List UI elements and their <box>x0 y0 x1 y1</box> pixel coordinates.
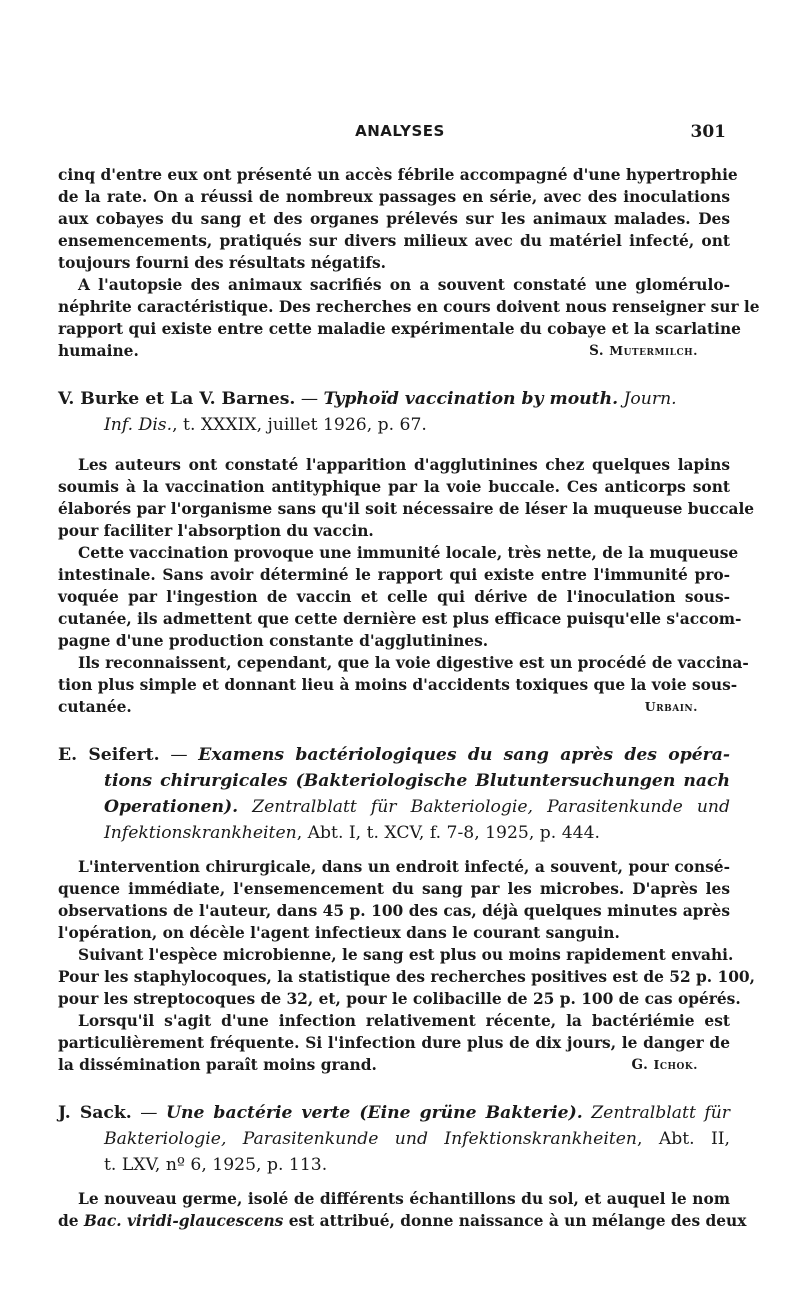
reference-title: Une bactérie verte (Eine grüne Bakterie). <box>165 1103 583 1123</box>
paragraph-line: intestinale. Sans avoir déterminé le rapport qui existe entre l'immunité pro- <box>58 566 730 584</box>
line-prefix: de <box>58 1212 84 1230</box>
signature <box>645 696 698 718</box>
signature <box>589 340 698 362</box>
page-header <box>0 118 800 144</box>
signature-line <box>58 340 730 362</box>
paragraph-line: Lorsqu'il s'agit d'une infection relativement récente, la bactériémie est <box>78 1012 730 1030</box>
reference-line <box>58 742 730 768</box>
signature-surname: Urbain. <box>644 699 698 714</box>
signature-initial: G. <box>631 1057 654 1073</box>
signature-surname: Ichok. <box>653 1057 698 1072</box>
reference-author: J. Sack. <box>58 1103 132 1123</box>
reference-details: , Abt. II, <box>637 1129 730 1149</box>
signature-surname: Mutermilch. <box>609 343 698 358</box>
reference-journal: Zentralblatt für <box>582 1103 731 1123</box>
paragraph-line: voquée par l'ingestion de vaccin et celle qui dérive de l'inoculation sous- <box>58 588 730 606</box>
paragraph-line: de la rate. On a réussi de nombreux passages en série, avec des inoculations <box>58 188 730 206</box>
seifert-analysis <box>58 856 755 1076</box>
reference-details: , Abt. I, t. XCV, f. 7-8, 1925, p. 444. <box>296 823 600 843</box>
page-number: 301 <box>690 122 726 142</box>
paragraph-line: l'opération, on décèle l'agent infectieux dans le courant sanguin. <box>58 924 620 942</box>
reference-dash: — <box>131 1103 166 1123</box>
paragraph-line: tion plus simple et donnant lieu à moins d'accidents toxiques que la voie sous- <box>58 676 738 694</box>
seifert-reference <box>58 742 730 846</box>
paragraph-line: cutanée, ils admettent que cette dernière est plus efficace puisqu'elle s'accom- <box>58 610 742 628</box>
sack-analysis <box>58 1188 747 1232</box>
reference-journal: Journ. <box>618 389 677 409</box>
signature-line <box>58 1054 730 1076</box>
paragraph-last-line: humaine. <box>58 342 139 360</box>
paragraph-line: aux cobayes du sang et des organes prélevés sur les animaux malades. Des <box>58 210 730 228</box>
paragraph-line: soumis à la vaccination antityphique par la voie buccale. Ces anticorps sont <box>58 478 730 496</box>
reference-authors: V. Burke et La V. Barnes. <box>58 389 296 409</box>
paragraph-line: Le nouveau germe, isolé de différents échantillons du sol, et auquel le nom <box>78 1190 730 1208</box>
reference-details: , t. XXXIX, juillet 1926, p. 67. <box>172 415 427 435</box>
paragraph-line: pour faciliter l'absorption du vaccin. <box>58 522 374 540</box>
paragraph-line: Ils reconnaissent, cependant, que la voie digestive est un procédé de vaccina- <box>78 654 749 672</box>
reference-line <box>58 794 730 820</box>
reference-journal: Bakteriologie, Parasitenkunde und Infektionskrankheiten <box>104 1129 637 1149</box>
paragraph-line: Cette vaccination provoque une immunité locale, très nette, de la muqueuse <box>78 544 739 562</box>
paragraph-line: ensemencements, pratiqués sur divers milieux avec du matériel infecté, ont <box>58 232 730 250</box>
paragraph-line: toujours fourni des résultats négatifs. <box>58 254 387 272</box>
paragraph-line: Pour les staphylocoques, la statistique des recherches positives est de 52 p. 100, <box>58 968 755 986</box>
paragraph-line: cinq d'entre eux ont présenté un accès fébrile accompagné d'une hypertrophie <box>58 166 738 184</box>
paragraph-line: pagne d'une production constante d'agglutinines. <box>58 632 489 650</box>
burke-analysis <box>58 454 755 718</box>
paragraph-line: rapport qui existe entre cette maladie expérimentale du cobaye et la scarlatine <box>58 320 741 338</box>
reference-journal: Inf. Dis. <box>104 415 173 435</box>
reference-line <box>58 768 730 794</box>
reference-line <box>58 1152 730 1178</box>
paragraph-line: Les auteurs ont constaté l'apparition d'agglutinines chez quelques lapins <box>78 456 730 474</box>
reference-journal: Zentralblatt für Bakteriologie, Parasitenkunde und <box>238 797 730 817</box>
paragraph-line: quence immédiate, l'ensemencement du sang par les microbes. D'après les <box>58 880 730 898</box>
line-suffix: est attribué, donne naissance à un mélange des deux <box>283 1212 747 1230</box>
reference-title: Typhoïd vaccination by mouth. <box>323 389 619 409</box>
paragraph-line: A l'autopsie des animaux sacrifiés on a souvent constaté une glomérulo- <box>78 276 730 294</box>
sack-reference <box>58 1100 730 1178</box>
paragraph-last-line: cutanée. <box>58 698 132 716</box>
running-title: ANALYSES <box>355 122 445 140</box>
burke-reference <box>58 386 730 438</box>
reference-title: Operationen). <box>104 797 239 817</box>
paragraph-line <box>58 1210 747 1232</box>
reference-title: Examens bactériologiques du sang après des opéra- <box>198 745 730 765</box>
paragraph-line: Suivant l'espèce microbienne, le sang est plus ou moins rapidement envahi. <box>78 946 734 964</box>
signature <box>632 1054 698 1076</box>
paragraph-line: néphrite caractéristique. Des recherches en cours doivent nous renseigner sur le <box>58 298 760 316</box>
paragraph-line: élaborés par l'organisme sans qu'il soit nécessaire de léser la muqueuse buccale <box>58 500 755 518</box>
paragraph-last-line: la dissémination paraît moins grand. <box>58 1056 377 1074</box>
signature-line <box>58 696 730 718</box>
reference-details: t. LXV, nº 6, 1925, p. 113. <box>104 1155 328 1175</box>
reference-line <box>58 1126 730 1152</box>
reference-line <box>58 412 730 438</box>
paragraph-line: pour les streptocoques de 32, et, pour le colibacille de 25 p. 100 de cas opérés. <box>58 990 741 1008</box>
reference-dash: — <box>159 745 199 765</box>
reference-title: tions chirurgicales (Bakteriologische Blutuntersuchungen nach <box>104 771 730 791</box>
paragraph-line: L'intervention chirurgicale, dans un endroit infecté, a souvent, pour consé- <box>78 858 730 876</box>
paragraph-line: observations de l'auteur, dans 45 p. 100 des cas, déjà quelques minutes après <box>58 902 730 920</box>
reference-line <box>58 820 730 846</box>
continuation-section <box>58 164 760 362</box>
reference-line <box>58 1100 730 1126</box>
reference-line <box>58 386 730 412</box>
paragraph-line: particulièrement fréquente. Si l'infection dure plus de dix jours, le danger de <box>58 1034 730 1052</box>
signature-initial: S. <box>589 343 610 359</box>
reference-journal: Infektionskrankheiten <box>104 823 297 843</box>
reference-dash: — <box>295 389 324 409</box>
reference-author: E. Seifert. <box>58 745 160 765</box>
species-name: Bac. viridi-glaucescens <box>83 1212 284 1230</box>
